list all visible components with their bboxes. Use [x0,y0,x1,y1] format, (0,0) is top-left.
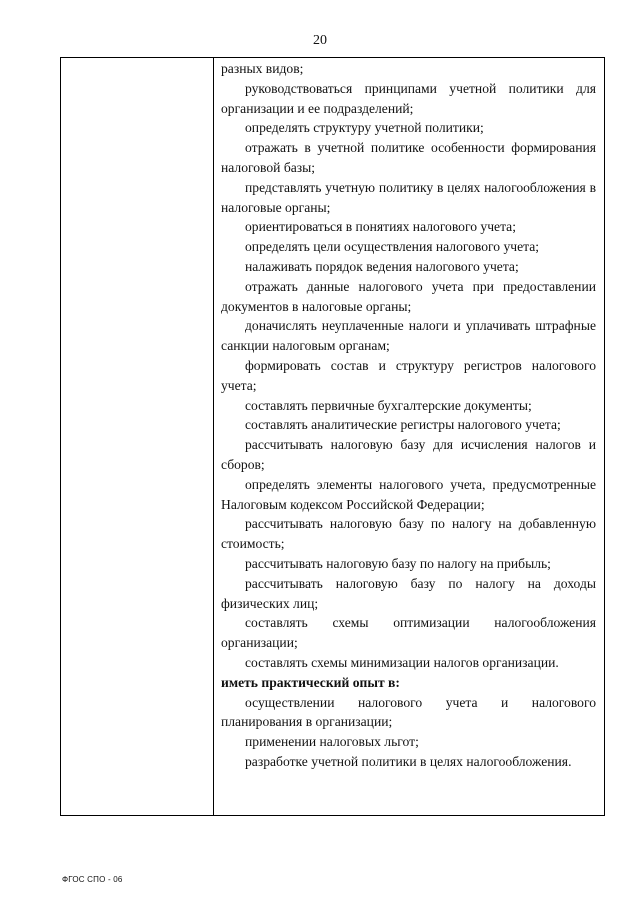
paragraph: составлять схемы оптимизации налогообложения организации; [221,615,596,651]
paragraph: определять цели осуществления налогового учета; [245,239,540,255]
paragraph: разных видов; [221,61,304,76]
paragraph: разработке учетной политики в целях налогообложения. [245,753,572,769]
page-number: 20 [313,33,327,48]
paragraph: руководствоваться принципами учетной политики для организации и ее подразделений; [221,80,596,116]
paragraph: составлять аналитические регистры налогового учета; [245,417,561,433]
table-left-cell [61,58,214,815]
paragraph: составлять схемы минимизации налогов организации. [245,654,559,670]
paragraph: определять структуру учетной политики; [245,120,484,136]
paragraph: представлять учетную политику в целях налогообложения в налоговые органы; [221,179,596,215]
paragraph: налаживать порядок ведения налогового учета; [245,258,519,274]
paragraph: формировать состав и структуру регистров налогового учета; [221,357,596,393]
paragraph: определять элементы налогового учета, предусмотренные Налоговым кодексом Российской Федерации; [221,476,596,512]
document-table [60,57,605,816]
paragraph: рассчитывать налоговую базу по налогу на доходы физических лиц; [221,575,596,611]
paragraph: применении налоговых льгот; [245,734,419,750]
footer-label: ФГОС СПО - 06 [62,875,123,884]
paragraph: иметь практический опыт в: [221,674,400,690]
paragraph: доначислять неуплаченные налоги и уплачивать штрафные санкции налоговым органам; [221,318,596,354]
paragraph: отражать данные налогового учета при предоставлении документов в налоговые органы; [221,278,596,314]
paragraph: составлять первичные бухгалтерские документы; [245,397,532,413]
table-right-cell [214,58,604,815]
paragraph: отражать в учетной политике особенности формирования налоговой базы; [221,140,596,175]
paragraph: рассчитывать налоговую базу для исчисления налогов и сборов; [221,437,596,472]
paragraph: ориентироваться в понятиях налогового учета; [245,219,516,235]
paragraph: рассчитывать налоговую базу по налогу на прибыль; [245,555,551,571]
paragraph: рассчитывать налоговую базу по налогу на добавленную стоимость; [221,516,596,552]
paragraph: осуществлении налогового учета и налогового планирования в организации; [221,694,596,730]
